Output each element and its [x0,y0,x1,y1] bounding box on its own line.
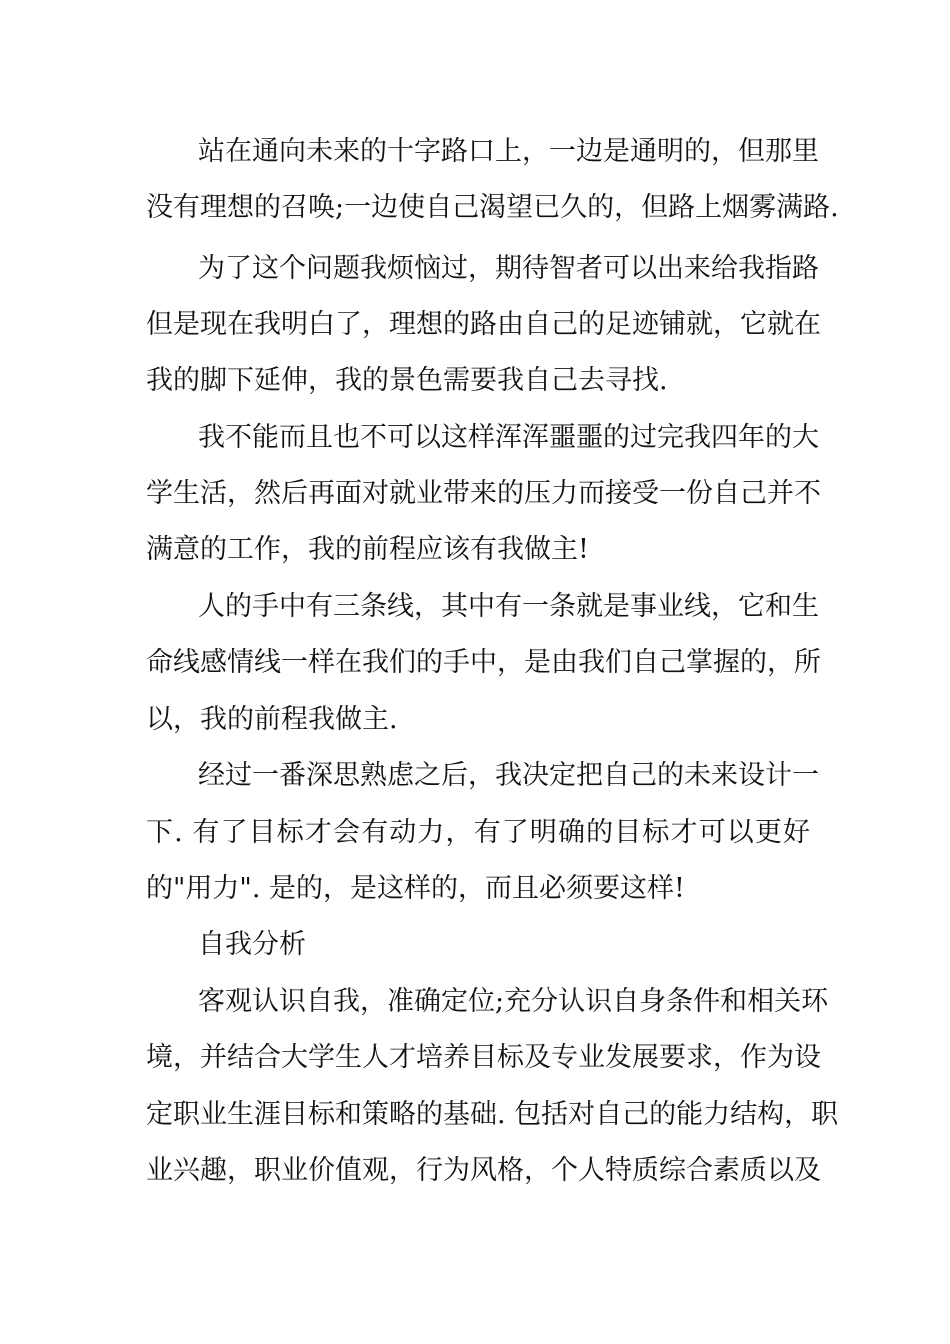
section-heading: 自我分析 [198,929,306,960]
text-line: 业兴趣，职业价值观，行为风格，个人特质综合素质以及 [146,1155,821,1186]
text-line: 的"用力". 是的，是这样的，而且必须要这样! [146,873,685,904]
text-line: 以，我的前程我做主. [146,704,398,735]
text-line: 站在通向未来的十字路口上，一边是通明的，但那里 [198,136,819,167]
text-line: 下. 有了目标才会有动力，有了明确的目标才可以更好 [146,817,810,848]
text-line: 定职业生涯目标和策略的基础. 包括对自己的能力结构，职 [146,1099,839,1130]
text-line: 境，并结合大学生人才培养目标及专业发展要求，作为设 [146,1042,821,1073]
text-line: 为了这个问题我烦恼过，期待智者可以出来给我指路 [198,253,819,284]
text-line: 经过一番深思熟虑之后，我决定把自己的未来设计一 [198,760,819,791]
text-line: 我不能而且也不可以这样浑浑噩噩的过完我四年的大 [198,422,819,453]
text-line: 但是现在我明白了，理想的路由自己的足迹铺就，它就在 [146,309,821,340]
text-line: 没有理想的召唤;一边使自己渴望已久的，但路上烟雾满路. [146,192,839,223]
text-line: 学生活，然后再面对就业带来的压力而接受一份自己并不 [146,478,821,509]
text-line: 客观认识自我，准确定位;充分认识自身条件和相关环 [198,986,829,1017]
text-line: 我的脚下延伸，我的景色需要我自己去寻找. [146,365,668,396]
text-line: 命线感情线一样在我们的手中，是由我们自己掌握的，所 [146,647,821,678]
text-line: 人的手中有三条线，其中有一条就是事业线，它和生 [198,591,819,622]
text-line: 满意的工作，我的前程应该有我做主! [146,534,589,565]
